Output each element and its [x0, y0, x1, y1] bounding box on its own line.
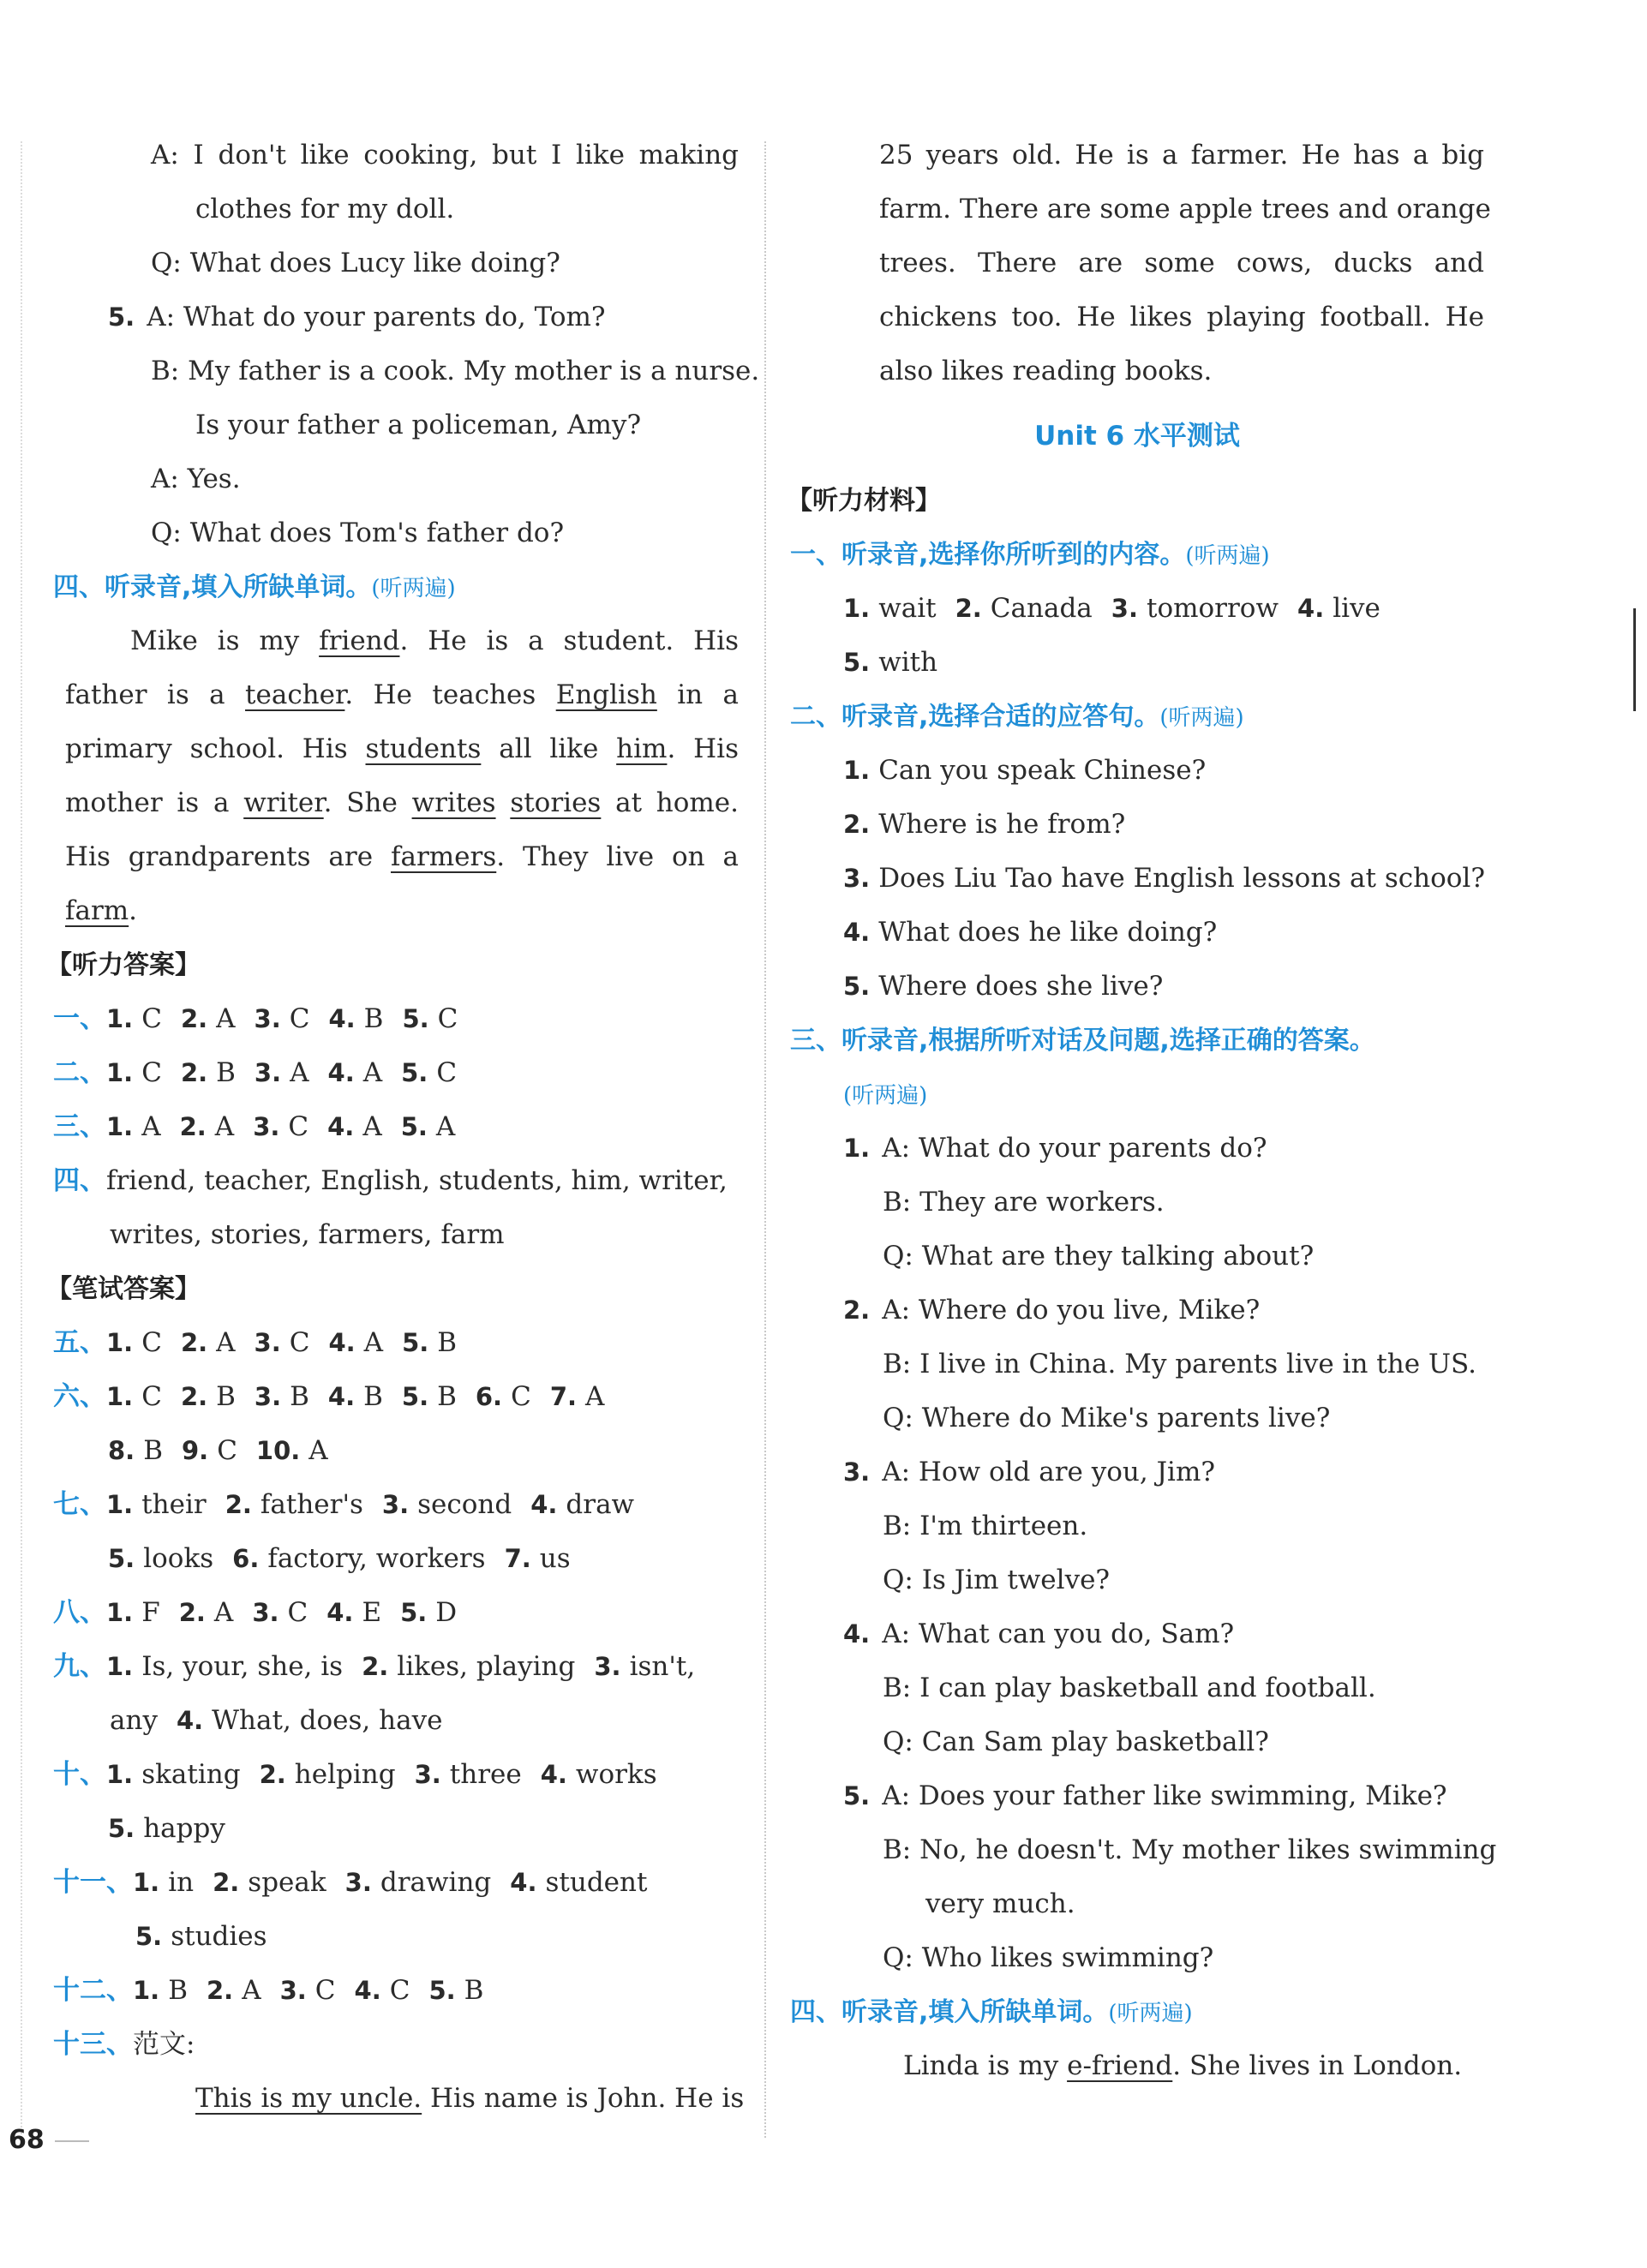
sentence-item	[790, 798, 1484, 852]
blank-answer: farmers	[390, 841, 497, 872]
item-number: 5.	[108, 302, 135, 332]
item-number: 4.	[1297, 594, 1325, 623]
passage-line: primary school. His students all like him. His	[65, 733, 739, 764]
item-number: 5.	[400, 1112, 428, 1141]
answer-label: 七、	[53, 1489, 106, 1520]
item-number: 3.	[843, 1457, 871, 1487]
dialog-line: clothes for my doll.	[195, 194, 455, 224]
passage-line: farm.	[65, 895, 138, 926]
answer-label: 十二、	[53, 1975, 133, 2006]
item-number: 7.	[549, 1382, 578, 1411]
answer-item: 3. C	[253, 1111, 309, 1142]
dialog-3	[790, 1445, 1484, 1499]
item-number: 9.	[181, 1436, 209, 1465]
answer-item: 3. second	[381, 1489, 512, 1520]
dialog-line: B: No, he doesn't. My mother likes swimming	[883, 1834, 1497, 1865]
section-note: (听两遍)	[1185, 543, 1270, 569]
answer-item: 7. us	[504, 1543, 571, 1574]
item-number: 4.	[843, 1619, 871, 1649]
answer-item: 3. tomorrow	[1111, 593, 1279, 624]
dialog-question: Q: Who likes swimming?	[883, 1942, 1214, 1973]
item-number: 1.	[106, 1004, 134, 1033]
answer-item: 3. three	[414, 1759, 522, 1790]
answer-row-10-cont	[53, 1802, 739, 1856]
item-number: 4.	[328, 1004, 356, 1033]
item-number: 2.	[843, 1296, 871, 1325]
item-number: 3.	[254, 1382, 282, 1411]
passage-line: father is a teacher. He teaches English in a	[65, 679, 739, 710]
blank-answer: English	[555, 679, 657, 710]
section-heading	[53, 560, 739, 614]
answer-text: 范文:	[133, 2029, 195, 2060]
item-number: 5.	[400, 1598, 428, 1627]
section-title: 二、听录音,选择合适的应答句。	[790, 702, 1160, 732]
answer-item: 5. looks	[108, 1543, 214, 1574]
item-number: 7.	[504, 1544, 531, 1573]
answer-row-4	[53, 1154, 739, 1208]
unit-title: Unit 6 水平测试	[1034, 421, 1240, 452]
dialog-line: A: What can you do, Sam?	[882, 1619, 1235, 1649]
written-answers-header: 【笔试答案】	[46, 1274, 201, 1304]
answer-row-12	[53, 1964, 739, 2018]
answer-item: 2. A	[180, 1327, 236, 1358]
dialog-line: A: What do your parents do, Tom?	[147, 302, 606, 332]
blank-answer: him	[616, 733, 668, 764]
answer-row-6-cont	[53, 1424, 739, 1478]
passage-line: Mike is my friend. He is a student. His	[130, 625, 739, 656]
item-number: 5.	[843, 648, 871, 677]
sentence-item	[790, 906, 1484, 960]
section-note: (听两遍)	[1159, 705, 1244, 731]
sentence-item	[790, 744, 1484, 798]
item-number: 1.	[106, 1382, 134, 1411]
item-number: 1.	[106, 1058, 134, 1087]
answer-item: 5. B	[401, 1381, 457, 1412]
item-number: 3.	[1111, 594, 1138, 623]
answer-item: 1. A	[106, 1111, 161, 1142]
answer-row-13	[53, 2018, 739, 2072]
answer-item: 1. their	[106, 1489, 207, 1520]
answer-row	[53, 992, 739, 1046]
item-number: 5.	[135, 1922, 163, 1951]
answer-item: 4. B	[327, 1381, 383, 1412]
blank-answer: writes	[411, 787, 496, 818]
item-number: 5.	[843, 1781, 871, 1810]
answer-row-5	[53, 1316, 739, 1370]
item-number: 5.	[108, 1544, 135, 1573]
dialog-question: Q: Can Sam play basketball?	[883, 1726, 1269, 1757]
answer-item: 2. A	[179, 1111, 235, 1142]
section-note-line	[790, 1068, 1484, 1122]
answer-item: 2. B	[180, 1381, 236, 1412]
item-number: 1.	[133, 1868, 160, 1897]
right-column	[787, 129, 1497, 2093]
answer-item: 5. with	[843, 647, 938, 678]
sentence-item	[790, 852, 1484, 906]
sentence-item	[790, 960, 1484, 1014]
answer-label: 八、	[53, 1597, 106, 1628]
page-edge-mark	[1633, 608, 1636, 711]
dialog-line: B: I can play basketball and football.	[883, 1673, 1376, 1703]
answer-row-11	[53, 1856, 739, 1910]
item-number: 4.	[176, 1706, 204, 1735]
answer-item: 2. A	[206, 1975, 261, 2006]
margin-rule	[21, 141, 22, 2138]
dialog-line: Is your father a policeman, Amy?	[195, 410, 642, 440]
dialog-1	[790, 1122, 1484, 1176]
page-number-rule	[55, 2140, 89, 2142]
dialog-question: Q: What are they talking about?	[883, 1241, 1315, 1272]
answer-label: 四、	[53, 1165, 106, 1196]
answer-item: 7. A	[549, 1381, 605, 1412]
dialog-5	[790, 1769, 1484, 1823]
item-number: 2.	[225, 1490, 252, 1519]
answer-item: 4. What, does, have	[176, 1705, 443, 1736]
answer-item: 2. Where is he from?	[843, 809, 1126, 840]
answer-item: 1. B	[133, 1975, 188, 2006]
answer-row-11-cont	[53, 1910, 739, 1964]
answer-item: 1. skating	[106, 1759, 241, 1790]
item-number: 1.	[106, 1598, 134, 1627]
item-number: 2.	[180, 1004, 208, 1033]
item-number: 4.	[354, 1976, 381, 2005]
blank-answer: writer	[243, 787, 324, 818]
dialog-5	[53, 290, 739, 344]
item-number: 1.	[106, 1490, 134, 1519]
item-number: 2.	[955, 594, 982, 623]
answer-item: 3. C	[254, 1327, 310, 1358]
answer-item: 1. F	[106, 1597, 160, 1628]
item-number: 4.	[327, 1112, 355, 1141]
answer-item: 2. helping	[259, 1759, 396, 1790]
item-number: 1.	[106, 1652, 134, 1681]
answer-item: 1. wait	[843, 593, 937, 624]
dialog-line: A: Does your father like swimming, Mike?	[882, 1780, 1447, 1811]
answer-item: 4. A	[327, 1057, 383, 1088]
answer-item: 5. D	[400, 1597, 458, 1628]
blank-answer: e-friend	[1067, 2050, 1173, 2081]
essay-line: This is my uncle. His name is John. He is	[195, 2083, 745, 2114]
dialog-question: Q: What does Lucy like doing?	[151, 248, 560, 278]
answer-row-8	[53, 1586, 739, 1640]
answer-item: 3. Does Liu Tao have English lessons at school?	[843, 863, 1485, 894]
item-number: 4.	[327, 1382, 356, 1411]
answer-item: 2. B	[180, 1057, 236, 1088]
passage-line: mother is a writer. She writes stories at home.	[65, 787, 739, 818]
item-number: 3.	[381, 1490, 410, 1519]
dialog-2	[790, 1284, 1484, 1337]
item-number: 3.	[252, 1598, 279, 1627]
answer-item: 10. A	[255, 1435, 328, 1466]
item-number: 3.	[253, 1112, 280, 1141]
dialog-line: B: My father is a cook. My mother is a nurse.	[151, 356, 760, 386]
answer-item: 2. A	[178, 1597, 234, 1628]
item-number: 1.	[843, 594, 871, 623]
essay-line: trees. There are some cows, ducks and	[879, 248, 1484, 278]
item-number: 3.	[414, 1760, 441, 1789]
dialog-line: A: Yes.	[151, 464, 241, 494]
item-number: 2.	[180, 1328, 208, 1357]
section-heading: 三、听录音,根据所听对话及问题,选择正确的答案。	[790, 1026, 1375, 1056]
item-number: 3.	[843, 864, 871, 893]
item-number: 10.	[255, 1436, 301, 1465]
item-number: 5.	[843, 972, 871, 1001]
answer-item: 6. C	[475, 1381, 531, 1412]
item-number: 4.	[540, 1760, 567, 1789]
answer-label: 三、	[53, 1111, 106, 1142]
blank-answer: teacher	[245, 679, 345, 710]
dialog-question: Q: What does Tom's father do?	[151, 518, 565, 548]
answer-label: 十、	[53, 1759, 106, 1790]
dialog-question: Q: Is Jim twelve?	[883, 1565, 1111, 1595]
answer-item: 3. C	[279, 1975, 336, 2006]
answer-item: 4. works	[540, 1759, 657, 1790]
section-note: (听两遍)	[371, 576, 456, 601]
answer-item: 5. A	[400, 1111, 456, 1142]
answer-item: 4. A	[327, 1111, 382, 1142]
item-number: 4.	[530, 1490, 558, 1519]
item-number: 1.	[106, 1760, 134, 1789]
section-note: (听两遍)	[1108, 2001, 1193, 2026]
answer-item: 3. isn't,	[594, 1651, 696, 1682]
dialog-4	[790, 1607, 1484, 1661]
answer-label: 二、	[53, 1057, 106, 1088]
answer-item: 5. C	[402, 1003, 458, 1034]
item-number: 3.	[254, 1058, 282, 1087]
section-title: 一、听录音,选择你所听到的内容。	[790, 540, 1186, 570]
answer-row-7-cont	[53, 1532, 739, 1586]
answer-row	[53, 1046, 739, 1100]
dialog-question: Q: Where do Mike's parents live?	[883, 1403, 1331, 1433]
answer-row-6	[53, 1370, 739, 1424]
item-number: 3.	[594, 1652, 621, 1681]
item-number: 3.	[279, 1976, 307, 2005]
answer-text: friend, teacher, English, students, him, writer,	[106, 1165, 728, 1196]
dialog-line: A: I don't like cooking, but I like making	[151, 140, 739, 171]
answer-item: 2. Canada	[955, 593, 1093, 624]
essay-line: 25 years old. He is a farmer. He has a big	[879, 140, 1484, 171]
listening-material-header: 【听力材料】	[787, 486, 941, 516]
item-number: 5.	[108, 1814, 135, 1843]
page-number: 68	[9, 2125, 45, 2155]
dialog-line: B: They are workers.	[883, 1187, 1165, 1218]
item-number: 8.	[108, 1436, 135, 1465]
item-number: 5.	[401, 1382, 429, 1411]
column-divider	[764, 141, 766, 2138]
answer-item: 5. C	[401, 1057, 458, 1088]
section-title: 四、听录音,填入所缺单词。	[53, 572, 372, 602]
answer-item: 3. B	[254, 1381, 309, 1412]
answer-item: 5. B	[402, 1327, 458, 1358]
answer-item: 2. likes, playing	[362, 1651, 576, 1682]
answer-label: 五、	[53, 1327, 106, 1358]
item-number: 5.	[428, 1976, 456, 2005]
essay-line: also likes reading books.	[879, 356, 1213, 386]
item-number: 6.	[475, 1382, 503, 1411]
answer-item: 3. C	[252, 1597, 308, 1628]
item-number: 1.	[843, 1134, 871, 1163]
answer-item: 4. E	[326, 1597, 382, 1628]
answer-item: 3. drawing	[344, 1867, 492, 1898]
section-title: 四、听录音,填入所缺单词。	[790, 1997, 1109, 2027]
item-number: 2.	[213, 1868, 240, 1897]
item-number: 1.	[133, 1976, 160, 2005]
item-number: 2.	[259, 1760, 286, 1789]
answer-item: 1. in	[133, 1867, 195, 1898]
blank-answer: stories	[510, 787, 602, 818]
item-number: 2.	[843, 810, 871, 839]
answer-label: 一、	[53, 1003, 106, 1034]
answer-label: 十一、	[53, 1867, 133, 1898]
item-number: 2.	[362, 1652, 389, 1681]
answer-item: 5. Where does she live?	[843, 971, 1164, 1002]
answer-label: 九、	[53, 1651, 106, 1682]
answer-text: writes, stories, farmers, farm	[110, 1219, 505, 1250]
passage-line: His grandparents are farmers. They live on a	[65, 841, 739, 872]
answer-item: 9. C	[181, 1435, 237, 1466]
listening-answers-header: 【听力答案】	[46, 950, 201, 980]
dialog-line: A: What do your parents do?	[882, 1133, 1267, 1164]
section-note: (听两遍)	[843, 1083, 928, 1109]
item-number: 2.	[179, 1112, 207, 1141]
item-number: 6.	[232, 1544, 260, 1573]
dialog-line: very much.	[925, 1888, 1075, 1919]
section-heading	[790, 528, 1484, 582]
word-list	[790, 582, 1484, 636]
dialog-line: A: Where do you live, Mike?	[882, 1295, 1261, 1325]
item-number: 4.	[843, 918, 871, 947]
answer-item: 5. B	[428, 1975, 484, 2006]
section-heading	[790, 1985, 1484, 2039]
answer-item: 3. A	[254, 1057, 309, 1088]
answer-item: 5. studies	[135, 1921, 267, 1952]
blank-answer: farm	[65, 895, 129, 926]
answer-item: 1. Is, your, she, is	[106, 1651, 344, 1682]
item-number: 1.	[106, 1328, 134, 1357]
answer-item: 3. C	[254, 1003, 310, 1034]
answer-item: 1. C	[106, 1057, 162, 1088]
answer-row-10	[53, 1748, 739, 1802]
answer-item: 4. C	[354, 1975, 410, 2006]
answer-item: 5. happy	[108, 1813, 225, 1844]
answer-item: 8. B	[108, 1435, 163, 1466]
answer-item: 1. C	[106, 1327, 162, 1358]
answer-item: 1. C	[106, 1003, 162, 1034]
item-number: 4.	[328, 1328, 356, 1357]
answer-item: 1. C	[106, 1381, 162, 1412]
answer-item: 4. draw	[530, 1489, 635, 1520]
item-number: 1.	[843, 756, 871, 785]
answer-row-9-cont	[53, 1694, 739, 1748]
answer-item: 2. A	[180, 1003, 236, 1034]
answer-item: 4. B	[328, 1003, 384, 1034]
answer-item: 2. speak	[213, 1867, 326, 1898]
answer-item: 4. What does he like doing?	[843, 917, 1218, 948]
dialog-line: B: I live in China. My parents live in the US.	[883, 1349, 1477, 1379]
blank-answer: friend	[319, 625, 400, 656]
passage-line: Linda is my e-friend. She lives in London.	[903, 2050, 1463, 2081]
item-number: 3.	[254, 1328, 281, 1357]
answer-row-7	[53, 1478, 739, 1532]
essay-line: chickens too. He likes playing football. He	[879, 302, 1484, 332]
item-number: 3.	[254, 1004, 281, 1033]
answer-label: 十三、	[53, 2029, 133, 2060]
item-number: 5.	[402, 1328, 429, 1357]
answer-item: 4. student	[510, 1867, 648, 1898]
item-number: 2.	[180, 1382, 208, 1411]
item-number: 4.	[326, 1598, 354, 1627]
section-heading	[790, 690, 1484, 744]
word-list	[790, 636, 1484, 690]
answer-row	[53, 1100, 739, 1154]
answer-item: 2. father's	[225, 1489, 363, 1520]
item-number: 2.	[178, 1598, 206, 1627]
blank-answer: students	[365, 733, 482, 764]
essay-line: farm. There are some apple trees and orange	[879, 194, 1491, 224]
item-number: 5.	[401, 1058, 428, 1087]
answer-row-9	[53, 1640, 739, 1694]
item-number: 4.	[510, 1868, 537, 1897]
essay-underlined: This is my uncle.	[195, 2083, 422, 2114]
answer-item: 1. Can you speak Chinese?	[843, 755, 1207, 786]
dialog-line: A: How old are you, Jim?	[882, 1457, 1215, 1487]
item-number: 2.	[206, 1976, 234, 2005]
item-number: 5.	[402, 1004, 429, 1033]
item-number: 2.	[180, 1058, 208, 1087]
answer-item: 4. A	[328, 1327, 384, 1358]
item-number: 1.	[106, 1112, 134, 1141]
answer-item: 6. factory, workers	[232, 1543, 486, 1574]
item-number: 4.	[327, 1058, 355, 1087]
answer-label: 六、	[53, 1381, 106, 1412]
answer-item: 4. live	[1297, 593, 1380, 624]
answer-item: any	[110, 1705, 158, 1736]
dialog-line: B: I'm thirteen.	[883, 1511, 1088, 1541]
item-number: 3.	[344, 1868, 372, 1897]
left-column	[46, 129, 760, 2126]
